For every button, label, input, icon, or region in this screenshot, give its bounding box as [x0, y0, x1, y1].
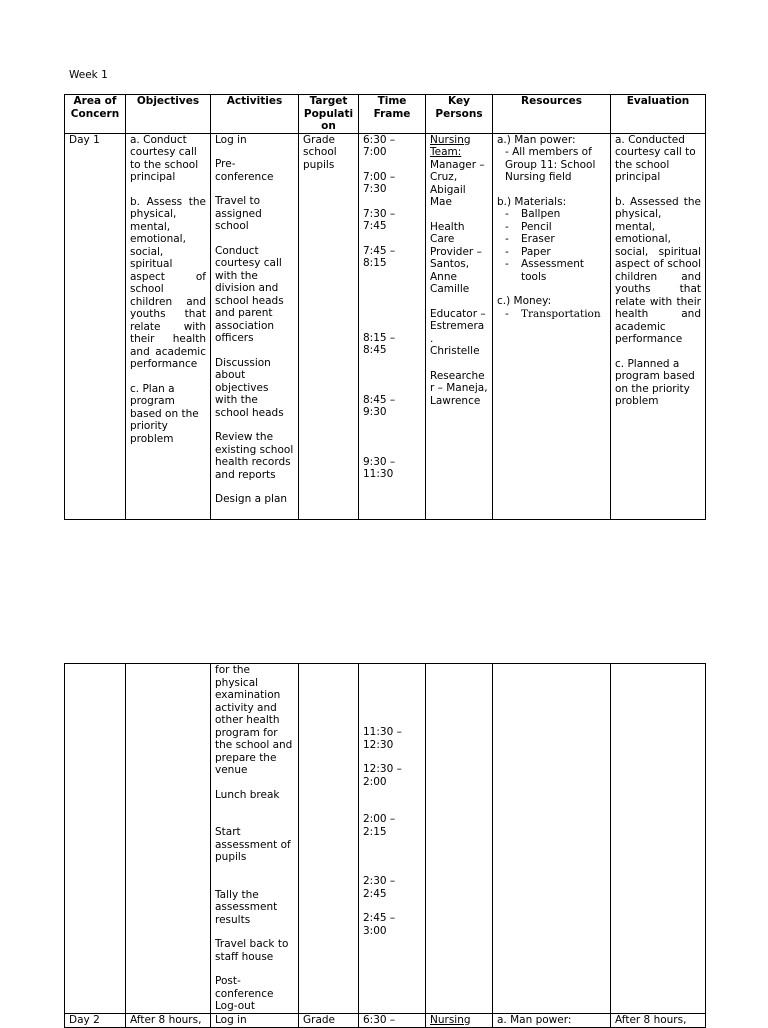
- activity-item: Lunch break: [215, 788, 280, 801]
- material-item: - Assessment tools: [505, 258, 584, 283]
- time-slot: 6:30 – 7:00: [363, 133, 396, 158]
- time-slot: 11:30 – 12:30: [363, 726, 402, 751]
- objective-a: a. Conduct courtesy call to the school principal: [130, 133, 199, 183]
- header-time: Time Frame: [359, 95, 426, 134]
- day2-row: [65, 1013, 706, 1027]
- time-slot: 8:15 – 8:45: [363, 331, 396, 356]
- material-item: - Paper: [505, 245, 551, 258]
- day2-evaluation: After 8 hours,: [611, 1013, 706, 1027]
- day2-objectives: After 8 hours,: [126, 1013, 211, 1027]
- objective-c: c. Plan a program based on the priority problem: [130, 382, 199, 445]
- activity-item: Travel to assigned school: [215, 195, 262, 232]
- day2-time: 6:30 –: [359, 1013, 426, 1027]
- manpower-title: a.) Man power:: [497, 133, 576, 146]
- activity-item: Travel back to staff house: [215, 938, 289, 963]
- time-slot: 7:30 – 7:45: [363, 207, 396, 232]
- header-key: Key Persons: [426, 95, 493, 134]
- time-slot: 12:30 – 2:00: [363, 763, 402, 788]
- activity-item: Conduct courtesy call with the division and school heads and parent association officers: [215, 244, 284, 344]
- time-slot: 7:45 – 8:15: [363, 244, 396, 269]
- nursing-team-label: Nursing Team:: [430, 133, 471, 158]
- key-person: Manager – Cruz, Abigail Mae: [430, 158, 485, 208]
- material-item: - Eraser: [505, 233, 555, 245]
- day1-row: [65, 133, 706, 519]
- day2-area: Day 2: [65, 1013, 126, 1027]
- day2-resources: a. Man power:: [493, 1013, 611, 1027]
- manpower-item: - All members of Group 11: School Nursing field: [505, 146, 596, 183]
- time-slot: 2:00 – 2:15: [363, 813, 396, 838]
- day2-target: Grade: [299, 1013, 359, 1027]
- evaluation-a: a. Conducted courtesy call to the school principal: [615, 133, 696, 183]
- key-person: Health Care Provider – Santos, Anne Camille: [430, 220, 482, 295]
- continuation-row: [65, 664, 706, 1014]
- day1-activities: [211, 133, 299, 519]
- cont-resources: [493, 664, 611, 1014]
- day2-key: Nursing: [426, 1013, 493, 1027]
- cont-target: [299, 664, 359, 1014]
- header-target: Target Populati on: [299, 95, 359, 134]
- day1-times: [359, 133, 426, 519]
- money-item: - Transportation: [505, 307, 601, 320]
- day1-area: Day 1: [65, 133, 126, 519]
- money-title: c.) Money:: [497, 295, 552, 307]
- header-row: [65, 95, 706, 134]
- material-item: - Ballpen: [505, 208, 561, 220]
- time-slot: 2:45 – 3:00: [363, 912, 396, 937]
- evaluation-c: c. Planned a program based on the priority problem: [615, 357, 695, 407]
- key-person: Educator – Estremera . Christelle: [430, 307, 486, 357]
- day1-objectives: [126, 133, 211, 519]
- cont-key: [426, 664, 493, 1014]
- week-label: Week 1: [69, 69, 108, 81]
- time-slot: 9:30 – 11:30: [363, 455, 396, 480]
- plan-table-page-1: [64, 94, 706, 520]
- time-slot: 2:30 – 2:45: [363, 875, 396, 900]
- activity-item: for the physical examination activity and other health program for the school and prepare the venue: [215, 664, 293, 776]
- day1-key-persons: [426, 133, 493, 519]
- activity-item: Start assessment of pupils: [215, 826, 291, 863]
- cont-times: [359, 664, 426, 1014]
- activity-item: Post- conference Log-out: [215, 975, 274, 1012]
- plan-table-page-2: [64, 663, 706, 1028]
- header-resources: Resources: [493, 95, 611, 134]
- activity-item: Design a plan: [215, 493, 288, 505]
- header-objectives: Objectives: [126, 95, 211, 134]
- material-item: - Pencil: [505, 220, 552, 233]
- day1-target: Grade school pupils: [299, 133, 359, 519]
- header-area: Area of Concern: [65, 95, 126, 134]
- cont-area: [65, 664, 126, 1014]
- time-slot: 8:45 – 9:30: [363, 393, 396, 418]
- activity-item: Discussion about objectives with the school heads: [215, 356, 284, 419]
- cont-objectives: [126, 664, 211, 1014]
- activity-item: Log in: [215, 133, 247, 146]
- cont-evaluation: [611, 664, 706, 1014]
- evaluation-b: b. Assessed the physical, mental, emotional, social, spiritual aspect of school children and youths that relate with their health and academic performance: [615, 195, 701, 345]
- key-person: Researche r – Maneja, Lawrence: [430, 369, 488, 407]
- day1-evaluation: [611, 133, 706, 519]
- day1-resources: [493, 133, 611, 519]
- time-slot: 7:00 – 7:30: [363, 170, 396, 195]
- cont-activities: [211, 664, 299, 1014]
- materials-title: b.) Materials:: [497, 195, 567, 208]
- day2-activities: Log in: [211, 1013, 299, 1027]
- activity-item: Pre- conference: [215, 158, 274, 183]
- activity-item: Tally the assessment results: [215, 888, 278, 926]
- header-activities: Activities: [211, 95, 299, 134]
- objective-b: b. Assess the physical, mental, emotional, social, spiritual aspect of school children and youths that relate with their health and academic performance: [130, 195, 206, 370]
- header-evaluation: Evaluation: [611, 95, 706, 134]
- activity-item: Review the existing school health records and reports: [215, 431, 294, 481]
